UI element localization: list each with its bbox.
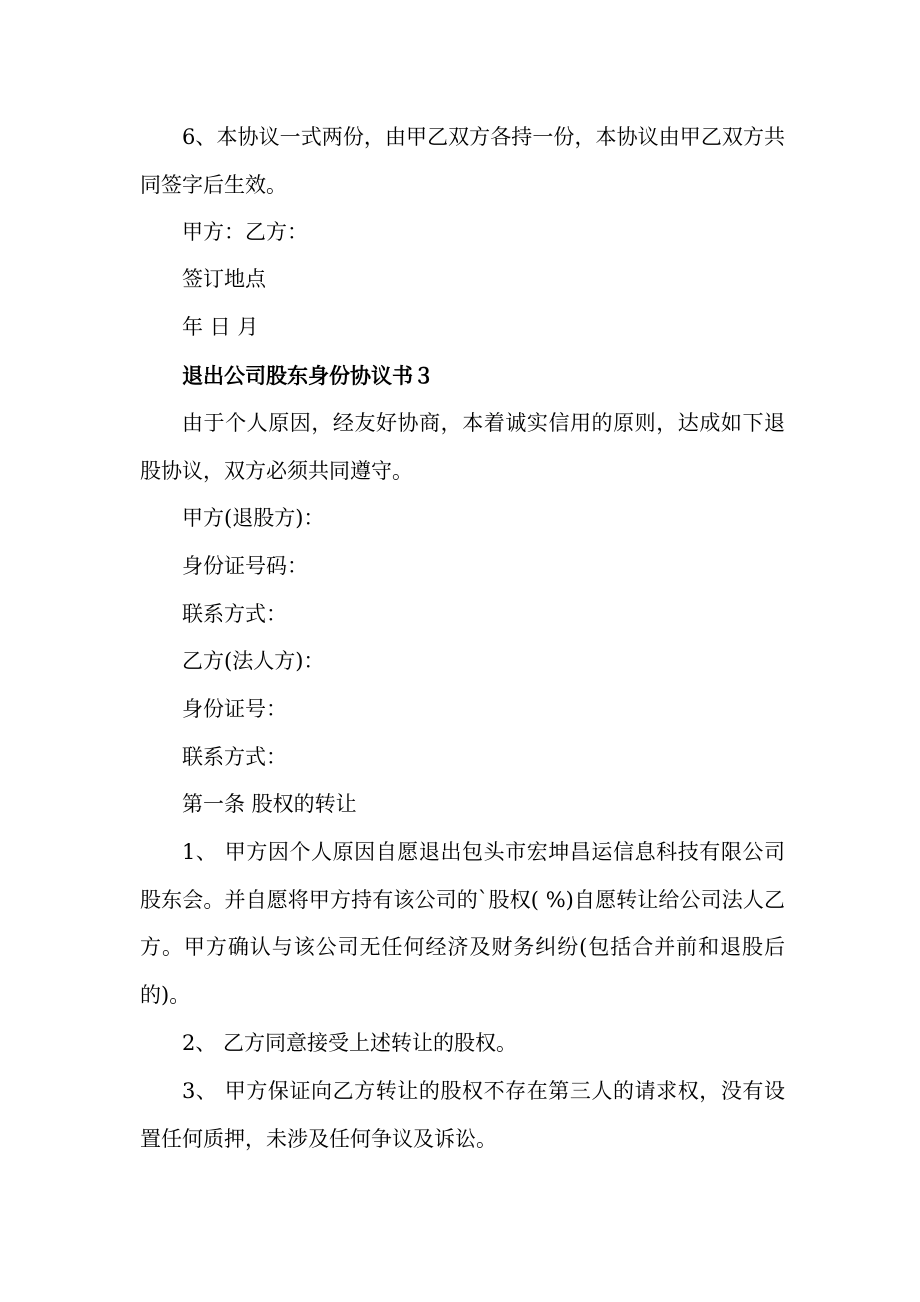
article-one-title: 第一条 股权的转让 (182, 792, 357, 816)
party-b-id-number-label: 身份证号： (182, 697, 287, 721)
party-b-contact-label: 联系方式： (182, 745, 287, 769)
signing-location-line: 签订地点 (182, 267, 266, 291)
article-one-item-3: 3、 甲方保证向乙方转让的股权不存在第三人的请求权，没有设置任何质押，未涉及任何争议及诉讼。 (140, 1079, 785, 1151)
date-line: 年 日 月 (182, 315, 259, 339)
clause-6-paragraph: 6、本协议一式两份，由甲乙双方各持一份，本协议由甲乙双方共同签字后生效。 (140, 125, 785, 197)
party-b-label: 乙方(法人方)： (182, 649, 325, 673)
party-a-label: 甲方(退股方)： (182, 506, 325, 530)
party-a-contact-label: 联系方式： (182, 602, 287, 626)
article-one-item-1: 1、 甲方因个人原因自愿退出包头市宏坤昌运信息科技有限公司股东会。并自愿将甲方持有该公司的`股权( %)自愿转让给公司法人乙方。甲方确认与该公司无任何经济及财务纠纷(包括合并前和退股后的)。 (140, 840, 785, 1007)
party-a-id-number-label: 身份证号码： (182, 554, 308, 578)
party-a-b-signature-line: 甲方：乙方： (182, 220, 308, 244)
section-heading: 退出公司股东身份协议书３ (182, 363, 434, 388)
article-one-item-2: 2、 乙方同意接受上述转让的股权。 (182, 1031, 518, 1055)
intro-paragraph: 由于个人原因，经友好协商，本着诚实信用的原则，达成如下退股协议，双方必须共同遵守。 (140, 411, 785, 483)
